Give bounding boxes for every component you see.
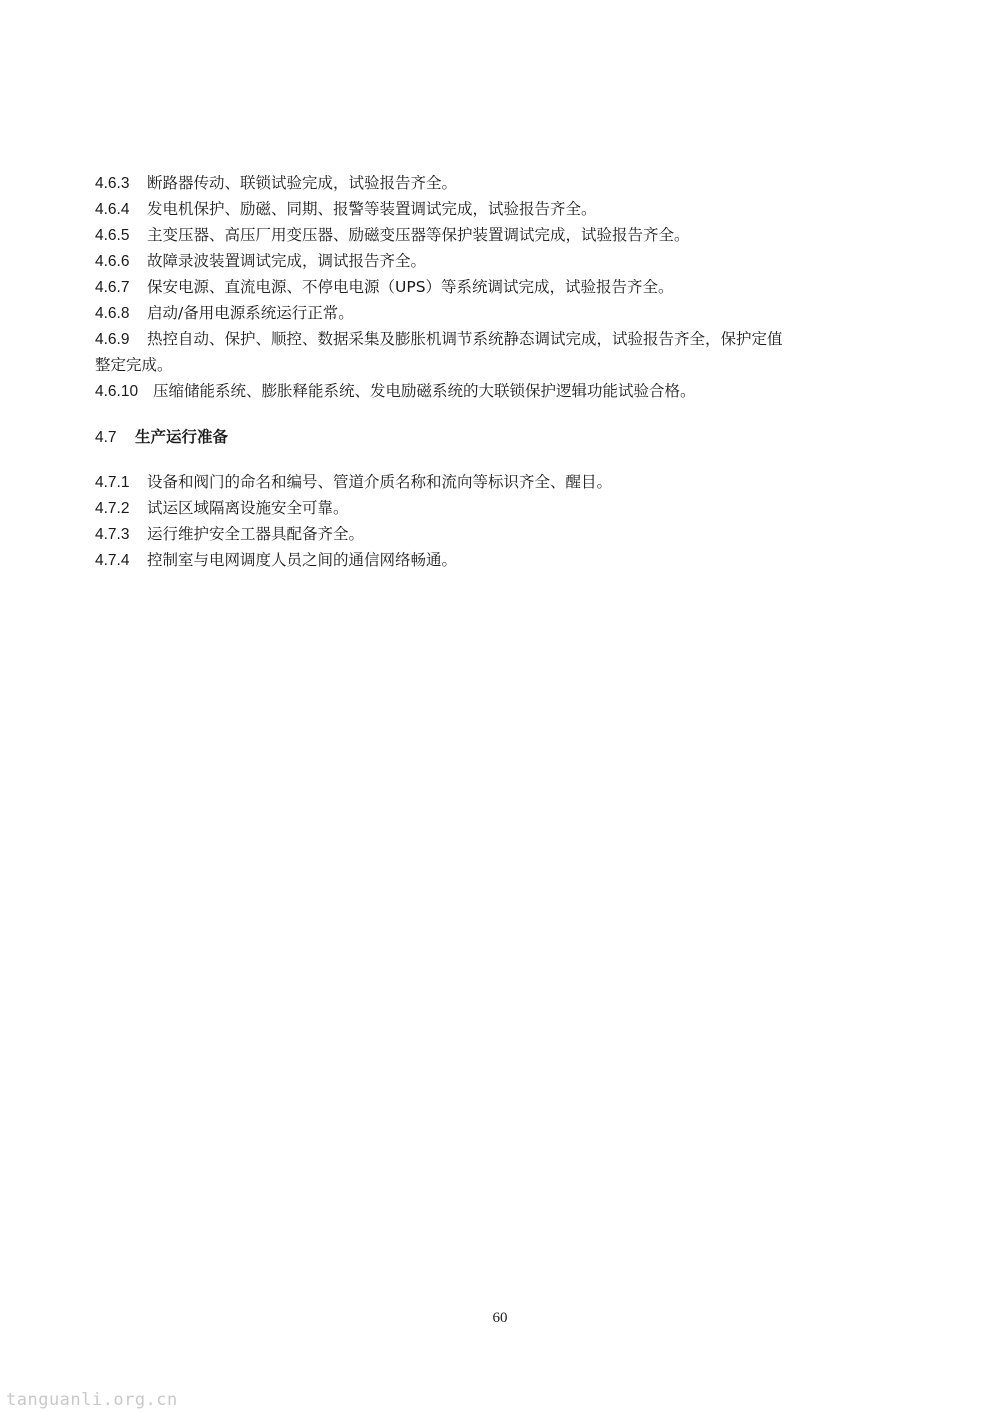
clause-number: 4.6.8	[95, 305, 130, 322]
clause-4-7-3	[95, 521, 885, 548]
clause-4-6-4	[95, 196, 885, 223]
clause-number: 4.6.6	[95, 253, 130, 270]
clause-text: 热控自动、保护、顺控、数据采集及膨胀机调节系统静态调试完成，试验报告齐全，保护定值	[147, 330, 783, 348]
clause-text: 主变压器、高压厂用变压器、励磁变压器等保护装置调试完成，试验报告齐全。	[147, 226, 690, 244]
clause-4-6-7	[95, 274, 885, 301]
clause-4-7-1	[95, 469, 885, 496]
clause-text: 启动/备用电源系统运行正常。	[147, 304, 354, 322]
clause-text: 发电机保护、励磁、同期、报警等装置调试完成，试验报告齐全。	[147, 200, 597, 218]
clause-4-6-3	[95, 170, 885, 197]
clause-text: 断路器传动、联锁试验完成，试验报告齐全。	[147, 174, 458, 192]
clause-4-6-10	[95, 378, 885, 405]
clause-number: 4.6.7	[95, 279, 130, 296]
clause-number: 4.7.3	[95, 526, 130, 543]
clause-number: 4.6.5	[95, 227, 130, 244]
clause-text: 控制室与电网调度人员之间的通信网络畅通。	[147, 551, 458, 569]
clause-number: 4.7.1	[95, 474, 130, 491]
clause-number: 4.6.4	[95, 201, 130, 218]
clause-text: 故障录波装置调试完成，调试报告齐全。	[147, 252, 427, 270]
clause-4-6-6	[95, 248, 885, 275]
clause-number: 4.6.9	[95, 331, 130, 348]
clause-text: 保安电源、直流电源、不停电电源（UPS）等系统调试完成，试验报告齐全。	[147, 278, 674, 296]
clause-4-6-9	[95, 326, 885, 353]
clause-number: 4.7.4	[95, 552, 130, 569]
clause-4-7-2	[95, 495, 885, 522]
clause-number: 4.7.2	[95, 500, 130, 517]
watermark: tanguanli.org.cn	[6, 1390, 178, 1410]
clause-text: 设备和阀门的命名和编号、管道介质名称和流向等标识齐全、醒目。	[147, 473, 613, 491]
clause-4-7-4	[95, 547, 885, 574]
clause-text: 压缩储能系统、膨胀释能系统、发电励磁系统的大联锁保护逻辑功能试验合格。	[153, 382, 696, 400]
section-title: 生产运行准备	[135, 428, 229, 446]
clause-text: 运行维护安全工器具配备齐全。	[147, 525, 365, 543]
clause-text: 整定完成。	[95, 356, 173, 374]
clause-number: 4.6.10	[95, 383, 139, 400]
clause-4-6-8	[95, 300, 885, 327]
clause-text: 试运区域隔离设施安全可靠。	[147, 499, 349, 517]
section-number: 4.7	[95, 429, 117, 446]
page-number: 60	[492, 1310, 508, 1326]
clause-4-6-5	[95, 222, 885, 249]
clause-4-6-9-continuation	[95, 352, 885, 378]
section-heading-4-7	[95, 424, 228, 451]
clause-number: 4.6.3	[95, 175, 130, 192]
